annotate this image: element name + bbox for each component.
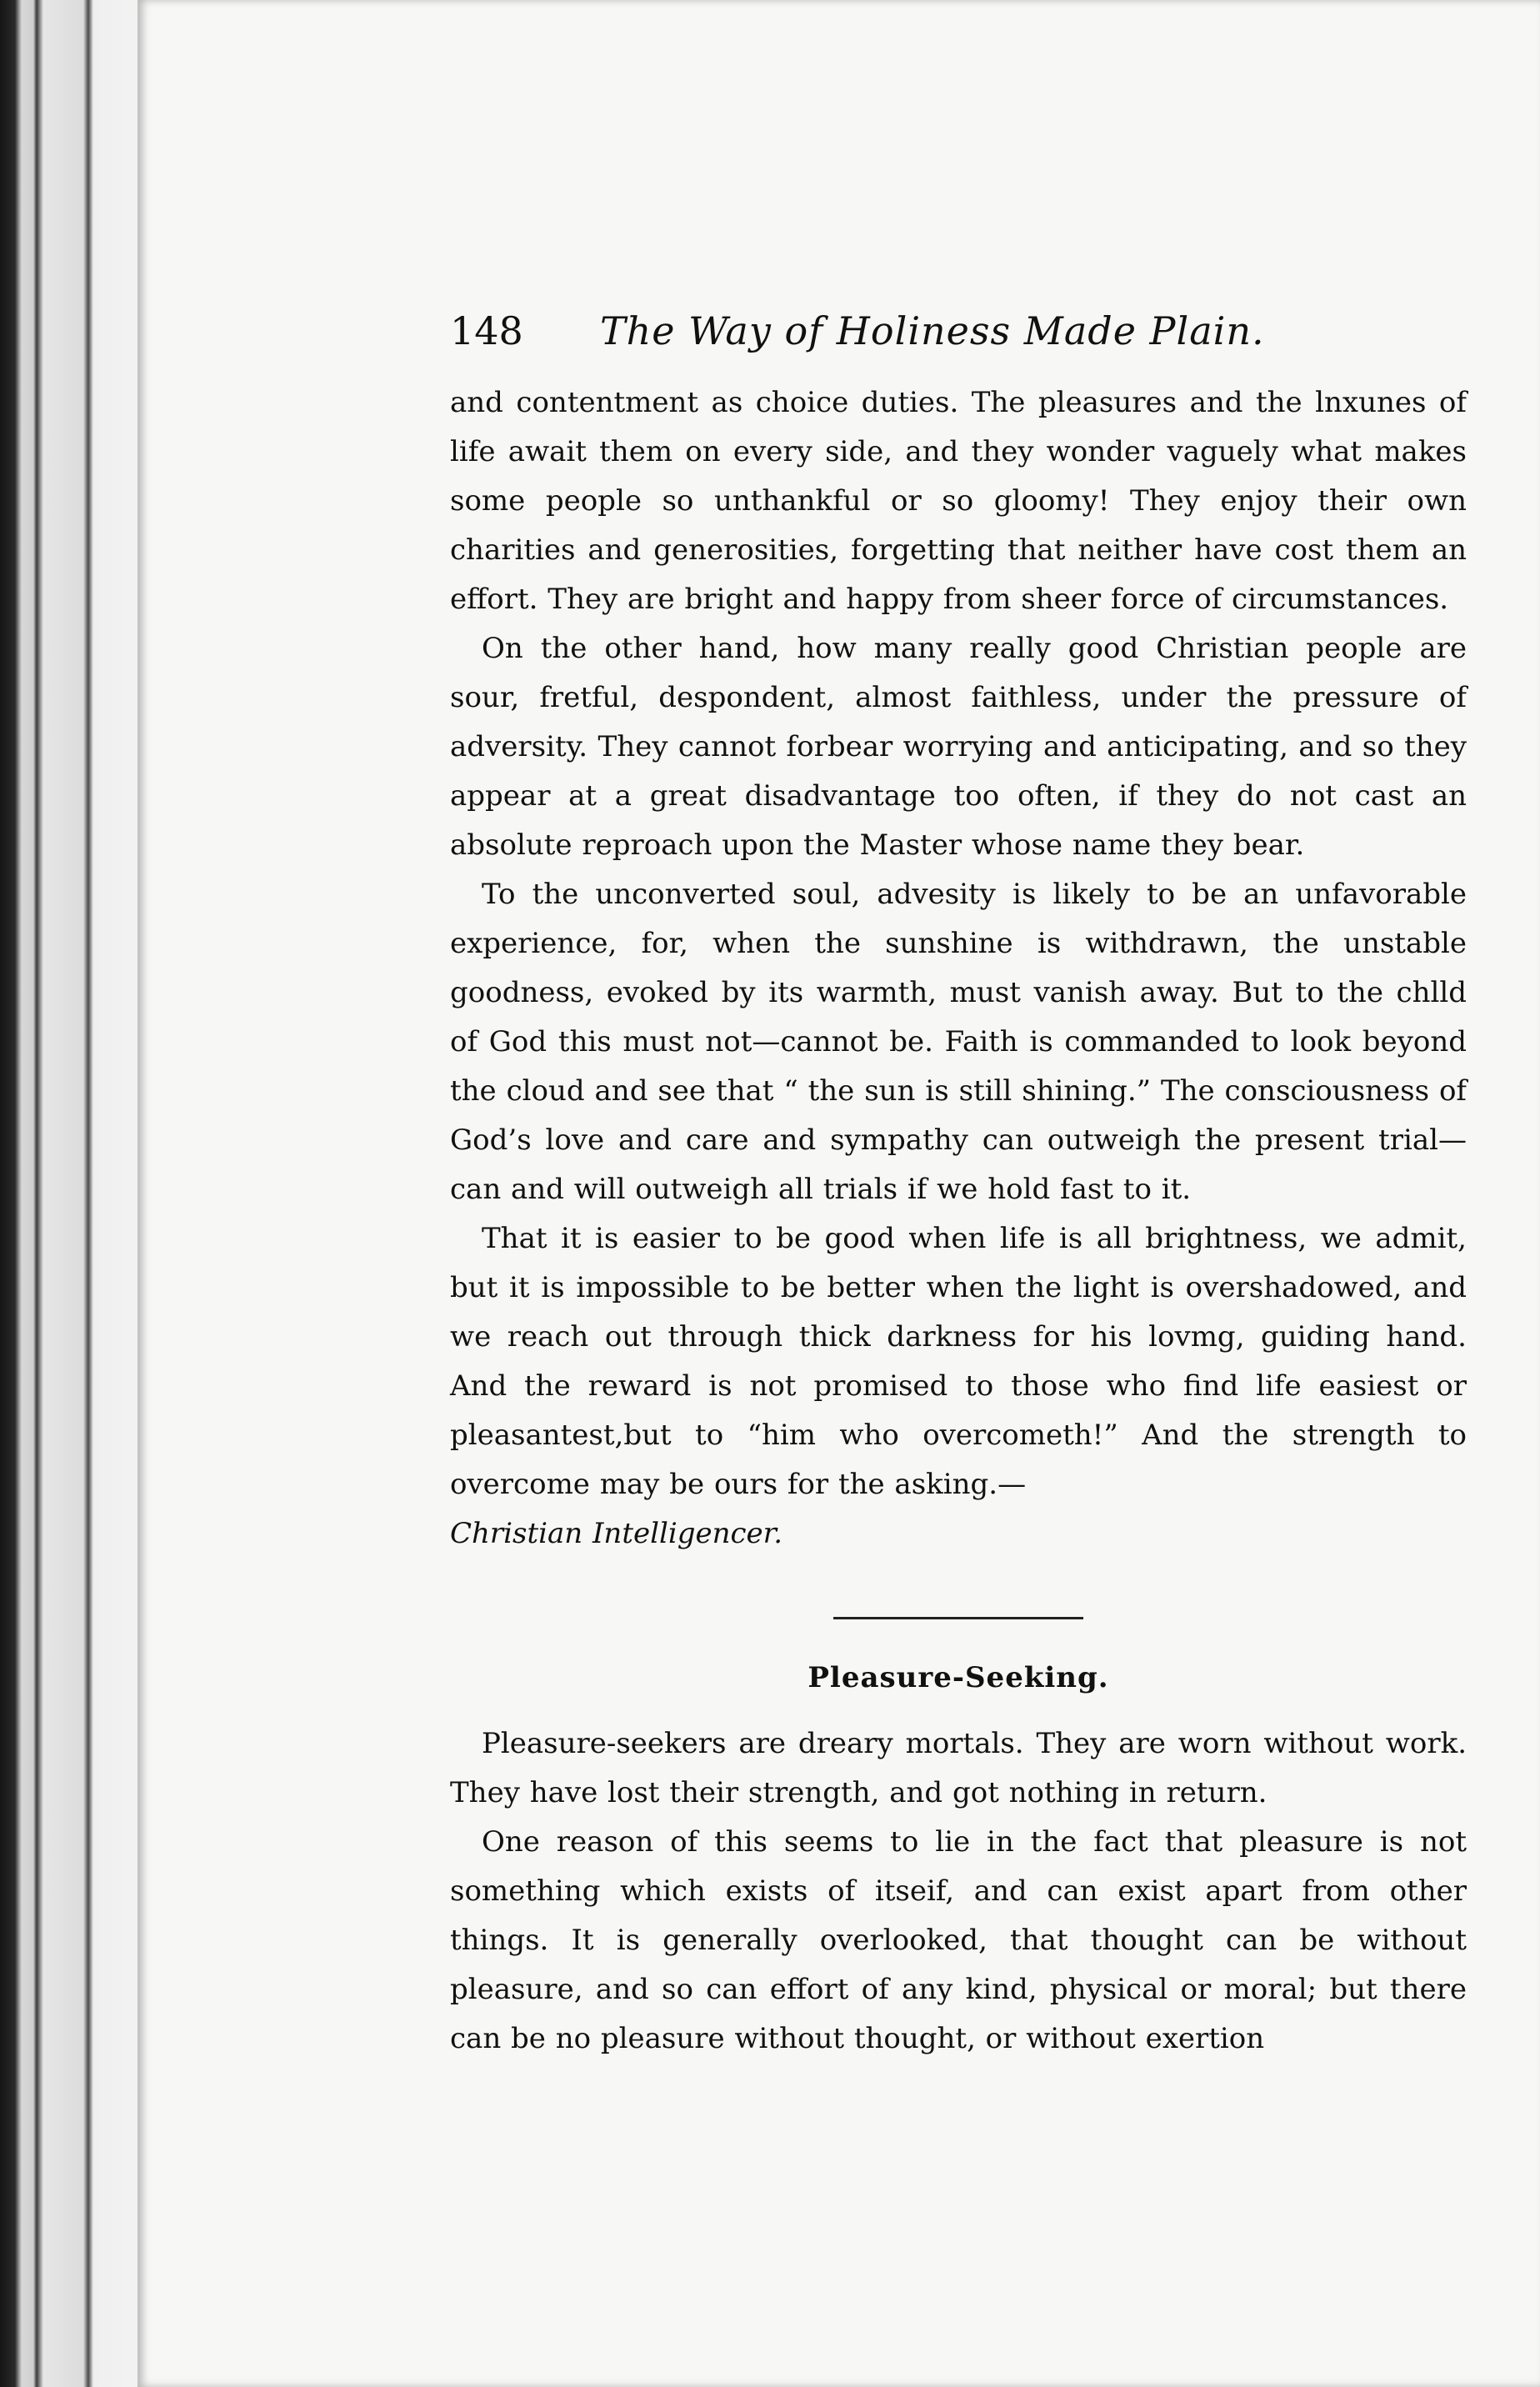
section-heading: Pleasure-Seeking. <box>808 1661 1109 1694</box>
section-paragraph-2: One reason of this seems to lie in the fact that pleasure is not something which exists of itseif, and can exist apart from other things. It is generally overlooked, that thought can be without pleasure, and so can effort of any kind, physical or moral; but there can be no pleasure without thought, or without exertion <box>450 1825 1467 2055</box>
paragraph-4 <box>450 1214 1467 1559</box>
page-content <box>450 308 1467 2064</box>
page-number: 148 <box>450 308 523 353</box>
paragraph-1: and contentment as choice duties. The pleasures and the lnxunes of life await them on every side, and they wonder vaguely what makes some people so unthankful or so gloomy! They enjoy their own charities and generosities, forgetting that neither have cost them an effort. They are bright and happy from sheer force of circumstances. <box>450 386 1467 616</box>
paragraph-3: To the unconverted soul, advesity is likely to be an unfavorable experience, for, when the sunshine is withdrawn, the unstable goodness, evoked by its warmth, must vanish away. But to the chlld of God this must not—cannot be. Faith is commanded to look beyond the cloud and see that “ the sun is still shining.” The consciousness of God’s love and care and sympathy can outweigh the present trial—can and will outweigh all trials if we hold fast to it. <box>450 878 1467 1206</box>
paragraph-4-text: That it is easier to be good when life is all brightness, we admit, but it is impossible to be better when the light is overshadowed, and we reach out through thick darkness for his lovmg, guiding hand. And the reward is not promised to those who find life easiest or pleasantest,but to “him who overcometh!” And the strength to overcome may be ours for the asking.— <box>450 1222 1467 1501</box>
citation: Christian Intelligencer. <box>450 1517 783 1550</box>
section-divider <box>833 1617 1083 1619</box>
running-head <box>450 308 1467 367</box>
running-title: The Way of Holiness Made Plain. <box>600 308 1265 353</box>
paragraph-2: On the other hand, how many really good Christian people are sour, fretful, despondent, almost faithless, under the pressure of adversity. They cannot forbear worrying and anticipating, and so they appear at a great disadvantage too often, if they do not cast an absolute reproach upon the Master whose name they bear. <box>450 632 1467 862</box>
section-paragraph-1: Pleasure-seekers are dreary mortals. They are worn without work. They have lost their strength, and got nothing in return. <box>450 1727 1467 1809</box>
